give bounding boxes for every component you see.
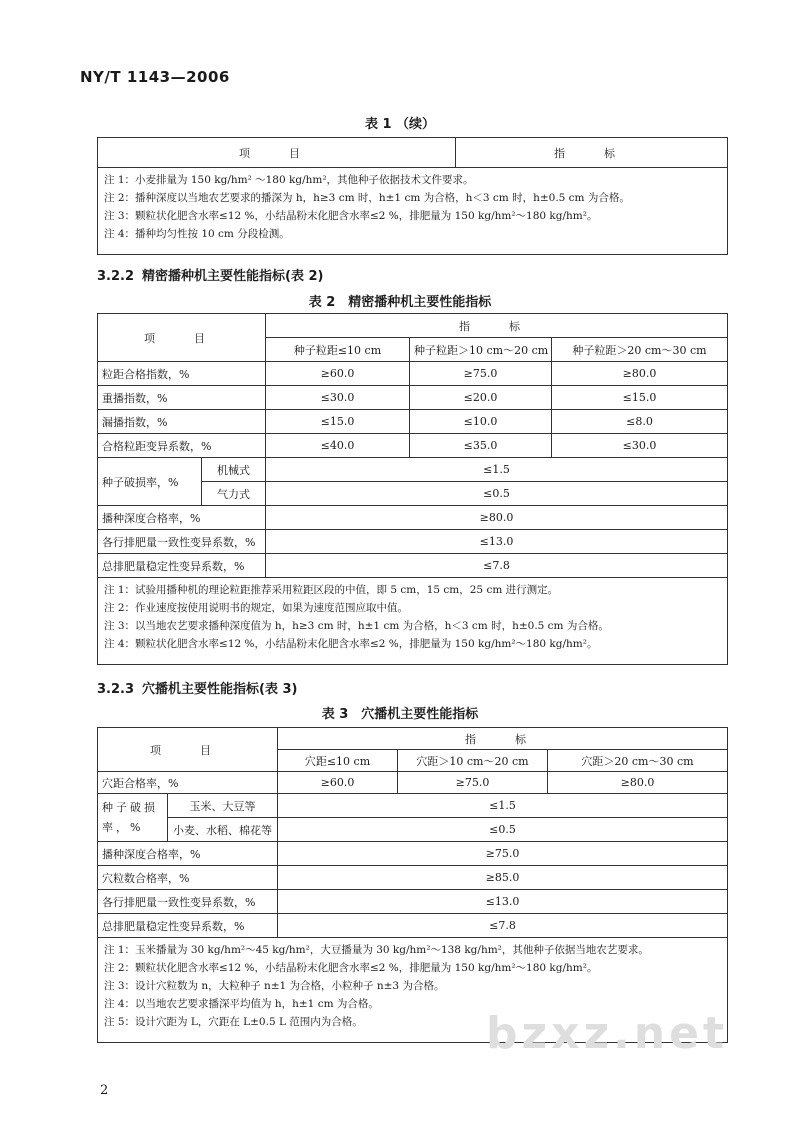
cell-value: ≥60.0 xyxy=(266,362,410,386)
table3-subheader: 穴距≤10 cm xyxy=(278,750,398,772)
cell-value: ≤7.8 xyxy=(278,914,728,938)
cell-value: ≤20.0 xyxy=(410,386,552,410)
row-sublabel: 玉米、大豆等 xyxy=(168,794,278,818)
row-label: 漏播指数，% xyxy=(98,410,266,434)
cell-value: ≤1.5 xyxy=(266,458,728,482)
cell-value: ≤40.0 xyxy=(266,434,410,458)
row-label: 总排肥量稳定性变异系数，% xyxy=(98,554,266,578)
row-label: 各行排肥量一致性变异系数，% xyxy=(98,890,278,914)
table2-subheader: 种子粒距＞20 cm～30 cm xyxy=(552,338,728,362)
cell-value: ≥75.0 xyxy=(410,362,552,386)
note-line: 注 1：试验用播种机的理论粒距推荐采用粒距区段的中值，即 5 cm，15 cm，25 cm 进行测定。 xyxy=(104,584,559,596)
table3-index-header: 指 标 xyxy=(278,728,728,750)
cell-value: ≤7.8 xyxy=(266,554,728,578)
row-label: 穴粒数合格率，% xyxy=(98,866,278,890)
table3-item-header: 项 目 xyxy=(98,728,278,772)
row-sublabel: 小麦、水稻、棉花等 xyxy=(168,818,278,842)
section-number: 3.2.3 xyxy=(97,682,135,697)
note-line: 注 4：颗粒状化肥含水率≤12 %，小结晶粉末化肥含水率≤2 %，排肥量为 150 kg/hm²～180 kg/hm²。 xyxy=(104,638,598,650)
table3 xyxy=(97,727,728,1043)
note-line: 注 2：播种深度以当地农艺要求的播深为 h，h≥3 cm 时，h±1 cm 为合格，h＜3 cm 时，h±0.5 cm 为合格。 xyxy=(104,192,630,204)
row-label: 播种深度合格率，% xyxy=(98,842,278,866)
cell-value: ≥75.0 xyxy=(398,772,548,794)
table-row xyxy=(98,554,728,578)
table1-caption: 表 1 （续） xyxy=(364,117,436,132)
page-number: 2 xyxy=(100,1083,109,1098)
section-title: 穴播机主要性能指标(表 3) xyxy=(142,682,298,697)
section-number: 3.2.2 xyxy=(97,269,135,284)
note-line: 注 4：播种均匀性按 10 cm 分段检测。 xyxy=(104,228,290,240)
row-label: 重播指数，% xyxy=(98,386,266,410)
table-row xyxy=(98,772,728,794)
cell-value: ≤8.0 xyxy=(552,410,728,434)
cell-value: ≤35.0 xyxy=(410,434,552,458)
row-label: 种子破损率，% xyxy=(98,794,168,842)
note-line: 注 1：小麦排量为 150 kg/hm² ～180 kg/hm²，其他种子依据技术文件要求。 xyxy=(104,174,474,186)
section-heading xyxy=(97,678,297,697)
section-heading xyxy=(97,265,323,284)
note-line: 注 3：颗粒状化肥含水率≤12 %，小结晶粉末化肥含水率≤2 %，排肥量为 150 kg/hm²～180 kg/hm²。 xyxy=(104,210,598,222)
cell-value: ≤15.0 xyxy=(552,386,728,410)
cell-value: ≥85.0 xyxy=(278,866,728,890)
note-line: 注 3：以当地农艺要求播种深度值为 h，h≥3 cm 时，h±1 cm 为合格，h＜3 cm 时，h±0.5 cm 为合格。 xyxy=(104,620,609,632)
cell-value: ≥60.0 xyxy=(278,772,398,794)
table-row xyxy=(98,362,728,386)
table2-index-header: 指 标 xyxy=(266,314,728,338)
row-label: 总排肥量稳定性变异系数，% xyxy=(98,914,278,938)
table3-subheader: 穴距＞10 cm～20 cm xyxy=(398,750,548,772)
table1-item-header: 项 目 xyxy=(98,138,456,168)
cell-value: ≤13.0 xyxy=(278,890,728,914)
table-row xyxy=(98,914,728,938)
note-line: 注 2：颗粒状化肥含水率≤12 %，小结晶粉末化肥含水率≤2 %，排肥量为 150 kg/hm²～180 kg/hm²。 xyxy=(104,962,598,974)
table-row xyxy=(98,530,728,554)
cell-value: ≥80.0 xyxy=(266,506,728,530)
row-label: 穴距合格率，% xyxy=(98,772,278,794)
section-title: 精密播种机主要性能指标(表 2) xyxy=(142,269,324,284)
table-row xyxy=(98,890,728,914)
table1-index-header: 指 标 xyxy=(456,138,728,168)
table2-subheader: 种子粒距＞10 cm～20 cm xyxy=(410,338,552,362)
cell-value: ≤30.0 xyxy=(266,386,410,410)
table-row xyxy=(98,410,728,434)
cell-value: ≤30.0 xyxy=(552,434,728,458)
table-row xyxy=(98,506,728,530)
table2-notes xyxy=(98,578,728,665)
table-row xyxy=(98,434,728,458)
cell-value: ≤0.5 xyxy=(266,482,728,506)
table-row xyxy=(98,866,728,890)
table3-subheader: 穴距＞20 cm～30 cm xyxy=(548,750,728,772)
table2-item-header: 项 目 xyxy=(98,314,266,362)
table1-notes xyxy=(98,168,728,255)
note-line: 注 5：设计穴距为 L，穴距在 L±0.5 L 范围内为合格。 xyxy=(104,1016,363,1028)
table-row xyxy=(98,794,728,818)
note-line: 注 4：以当地农艺要求播深平均值为 h，h±1 cm 为合格。 xyxy=(104,998,379,1010)
cell-value: ≤1.5 xyxy=(278,794,728,818)
table-row xyxy=(98,386,728,410)
row-label: 粒距合格指数，% xyxy=(98,362,266,386)
row-label: 种子破损率，% xyxy=(98,458,202,506)
table-row xyxy=(98,818,728,842)
row-label: 播种深度合格率，% xyxy=(98,506,266,530)
table2-caption: 表 2 精密播种机主要性能指标 xyxy=(308,295,492,310)
cell-value: ≥80.0 xyxy=(552,362,728,386)
note-line: 注 1：玉米播量为 30 kg/hm²～45 kg/hm²，大豆播量为 30 kg/hm²～138 kg/hm²，其他种子依据当地农艺要求。 xyxy=(104,944,649,956)
table2-subheader: 种子粒距≤10 cm xyxy=(266,338,410,362)
row-label: 各行排肥量一致性变异系数，% xyxy=(98,530,266,554)
cell-value: ≥75.0 xyxy=(278,842,728,866)
standard-code: NY/T 1143—2006 xyxy=(80,68,230,86)
table-row xyxy=(98,458,728,482)
cell-value: ≤15.0 xyxy=(266,410,410,434)
cell-value: ≤13.0 xyxy=(266,530,728,554)
row-sublabel: 气力式 xyxy=(202,482,266,506)
note-line: 注 3：设计穴粒数为 n，大粒种子 n±1 为合格，小粒种子 n±3 为合格。 xyxy=(104,980,445,992)
table3-caption: 表 3 穴播机主要性能指标 xyxy=(321,707,479,722)
watermark: bzxz.net xyxy=(486,1008,729,1059)
cell-value: ≤0.5 xyxy=(278,818,728,842)
table-row xyxy=(98,842,728,866)
table2 xyxy=(97,313,728,665)
row-label: 合格粒距变异系数，% xyxy=(98,434,266,458)
row-sublabel: 机械式 xyxy=(202,458,266,482)
table1 xyxy=(97,137,728,255)
cell-value: ≥80.0 xyxy=(548,772,728,794)
cell-value: ≤10.0 xyxy=(410,410,552,434)
note-line: 注 2：作业速度按使用说明书的规定，如果为速度范围应取中值。 xyxy=(104,602,409,614)
